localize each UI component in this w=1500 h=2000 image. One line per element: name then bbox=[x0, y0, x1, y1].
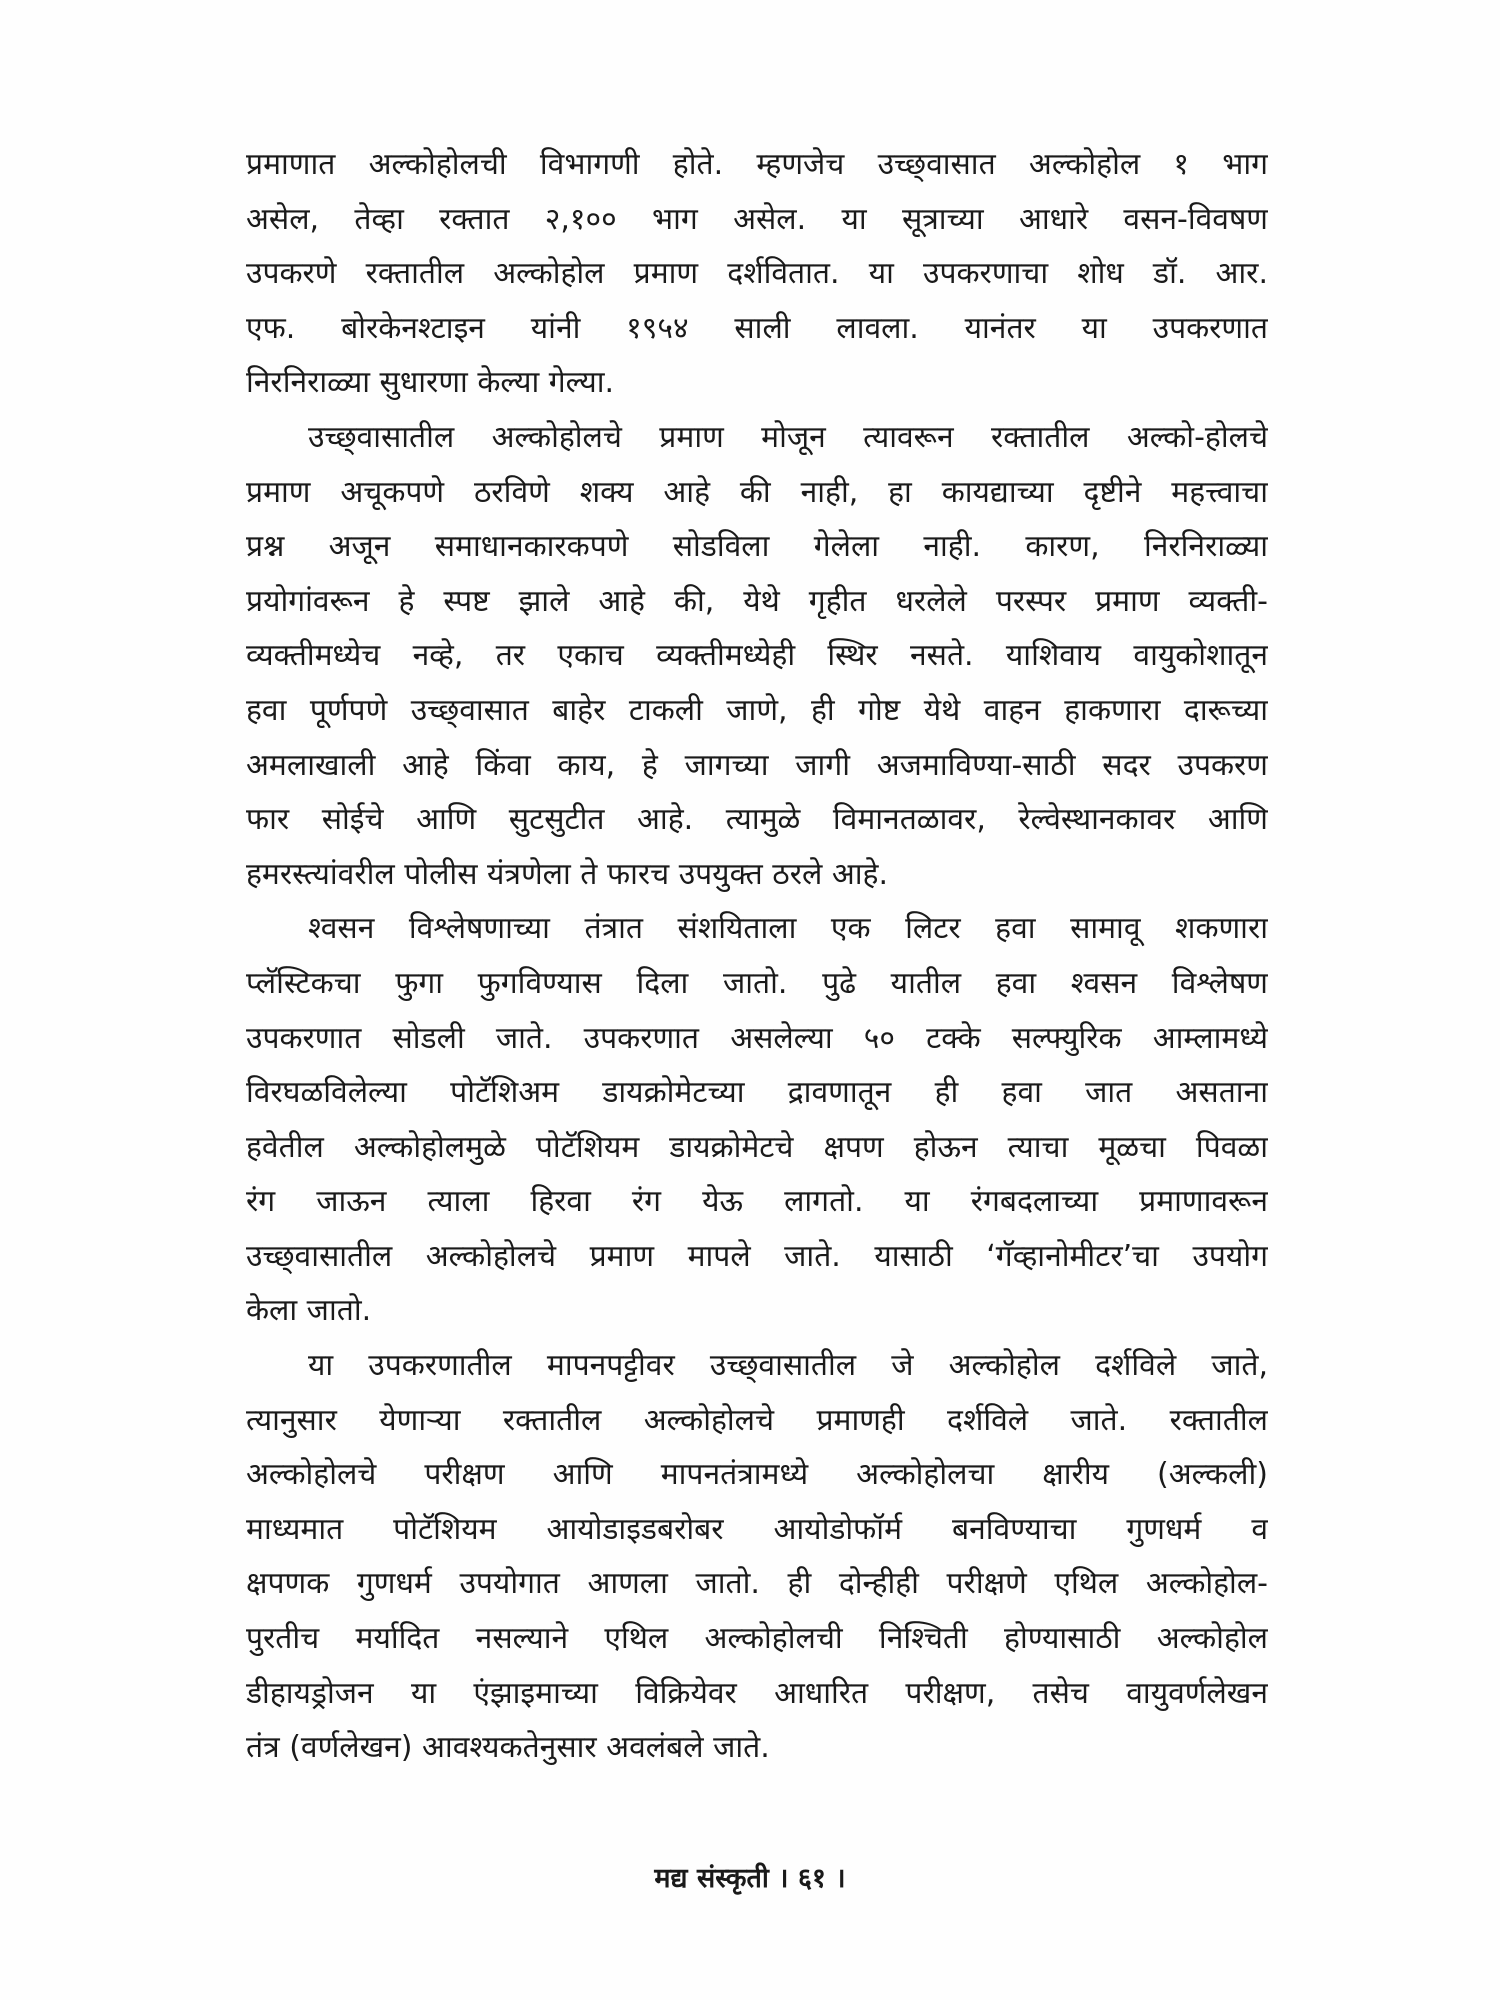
paragraph-3-line-6: रंग जाऊन त्याला हिरवा रंग येऊ लागतो. या रंगबदलाच्या प्रमाणावरून bbox=[246, 1184, 1268, 1220]
paragraph-1-line-1: प्रमाणात अल्कोहोलची विभागणी होते. म्हणजेच उच्छ्‌वासात अल्कोहोल १ भाग bbox=[246, 147, 1268, 182]
page-footer: मद्य संस्कृती । ६१ । bbox=[654, 1863, 846, 1894]
paragraph-3-line-1: श्वसन विश्लेषणाच्या तंत्रात संशयिताला एक लिटर हवा सामावू शकणारा bbox=[308, 911, 1268, 947]
paragraph-3-line-4: विरघळविलेल्या पोटॅशिअम डायक्रोमेटच्या द्रावणातून ही हवा जात असताना bbox=[246, 1075, 1268, 1111]
paragraph-2-line-6: हवा पूर्णपणे उच्छ्‌वासात बाहेर टाकली जाणे, ही गोष्ट येथे वाहन हाकणारा दारूच्या bbox=[246, 692, 1268, 728]
paragraph-2-line-9: हमरस्त्यांवरील पोलीस यंत्रणेला ते फारच उपयुक्त ठरले आहे. bbox=[246, 856, 888, 892]
paragraph-2-line-1: उच्छ्‌वासातील अल्कोहोलचे प्रमाण मोजून त्यावरून रक्तातील अल्को-होलचे bbox=[308, 419, 1268, 455]
paragraph-1-line-2: असेल, तेव्हा रक्तात २,१०० भाग असेल. या सूत्राच्या आधारे वसन-विवषण bbox=[246, 201, 1268, 237]
paragraph-3-line-8: केला जातो. bbox=[246, 1293, 372, 1329]
paragraph-3-line-2: प्लॅस्टिकचा फुगा फुगविण्यास दिला जातो. पुढे यातील हवा श्वसन विश्लेषण bbox=[246, 965, 1268, 1001]
paragraph-3-line-7: उच्छ्‌वासातील अल्कोहोलचे प्रमाण मापले जाते. यासाठी ‘गॅव्हानोमीटर’चा उपयोग bbox=[246, 1238, 1268, 1274]
paragraph-4-line-8: तंत्र (वर्णलेखन) आवश्यकतेनुसार अवलंबले जाते. bbox=[246, 1730, 770, 1766]
paragraph-4-line-3: अल्कोहोलचे परीक्षण आणि मापनतंत्रामध्ये अल्कोहोलचा क्षारीय (अल्कली) bbox=[246, 1457, 1268, 1493]
paragraph-2-line-7: अमलाखाली आहे किंवा काय, हे जागच्या जागी अजमाविण्या-साठी सदर उपकरण bbox=[246, 747, 1268, 783]
page-body-text bbox=[246, 138, 1268, 1776]
paragraph-1-line-4: एफ. बोरकेनश्टाइन यांनी १९५४ साली लावला. यानंतर या उपकरणात bbox=[246, 310, 1268, 346]
paragraph-2-line-8: फार सोईचे आणि सुटसुटीत आहे. त्यामुळे विमानतळावर, रेल्वेस्थानकावर आणि bbox=[246, 802, 1268, 838]
paragraph-4-line-1: या उपकरणातील मापनपट्टीवर उच्छ्‌वासातील जे अल्कोहोल दर्शविले जाते, bbox=[308, 1348, 1268, 1384]
paragraph-4-line-5: क्षपणक गुणधर्म उपयोगात आणला जातो. ही दोन्हीही परीक्षणे एथिल अल्कोहोल- bbox=[246, 1566, 1268, 1602]
paragraph-2-line-3: प्रश्न अजून समाधानकारकपणे सोडविला गेलेला नाही. कारण, निरनिराळ्या bbox=[246, 529, 1268, 565]
paragraph-2-line-4: प्रयोगांवरून हे स्पष्ट झाले आहे की, येथे गृहीत धरलेले परस्पर प्रमाण व्यक्ती- bbox=[246, 583, 1268, 619]
paragraph-1-line-5: निरनिराळ्या सुधारणा केल्या गेल्या. bbox=[246, 365, 615, 401]
paragraph-2-line-5: व्यक्तीमध्येच नव्हे, तर एकाच व्यक्तीमध्येही स्थिर नसते. याशिवाय वायुकोशातून bbox=[246, 638, 1268, 674]
paragraph-3-line-3: उपकरणात सोडली जाते. उपकरणात असलेल्या ५० टक्के सल्फ्युरिक आम्लामध्ये bbox=[246, 1020, 1268, 1056]
paragraph-4-line-4: माध्यमात पोटॅशियम आयोडाइडबरोबर आयोडोफॉर्म बनविण्याचा गुणधर्म व bbox=[246, 1511, 1268, 1547]
paragraph-3-line-5: हवेतील अल्कोहोलमुळे पोटॅशियम डायक्रोमेटचे क्षपण होऊन त्याचा मूळचा पिवळा bbox=[246, 1129, 1268, 1165]
paragraph-4-line-2: त्यानुसार येणाऱ्या रक्तातील अल्कोहोलचे प्रमाणही दर्शविले जाते. रक्तातील bbox=[246, 1402, 1268, 1438]
paragraph-4-line-7: डीहायड्रोजन या एंझाइमाच्या विक्रियेवर आधारित परीक्षण, तसेच वायुवर्णलेखन bbox=[246, 1675, 1268, 1711]
paragraph-1-line-3: उपकरणे रक्तातील अल्कोहोल प्रमाण दर्शवितात. या उपकरणाचा शोध डॉ. आर. bbox=[246, 256, 1268, 292]
paragraph-4-line-6: पुरतीच मर्यादित नसल्याने एथिल अल्कोहोलची निश्चिती होण्यासाठी अल्कोहोल bbox=[246, 1621, 1268, 1657]
paragraph-2-line-2: प्रमाण अचूकपणे ठरविणे शक्य आहे की नाही, हा कायद्याच्या दृष्टीने महत्त्वाचा bbox=[246, 474, 1268, 510]
